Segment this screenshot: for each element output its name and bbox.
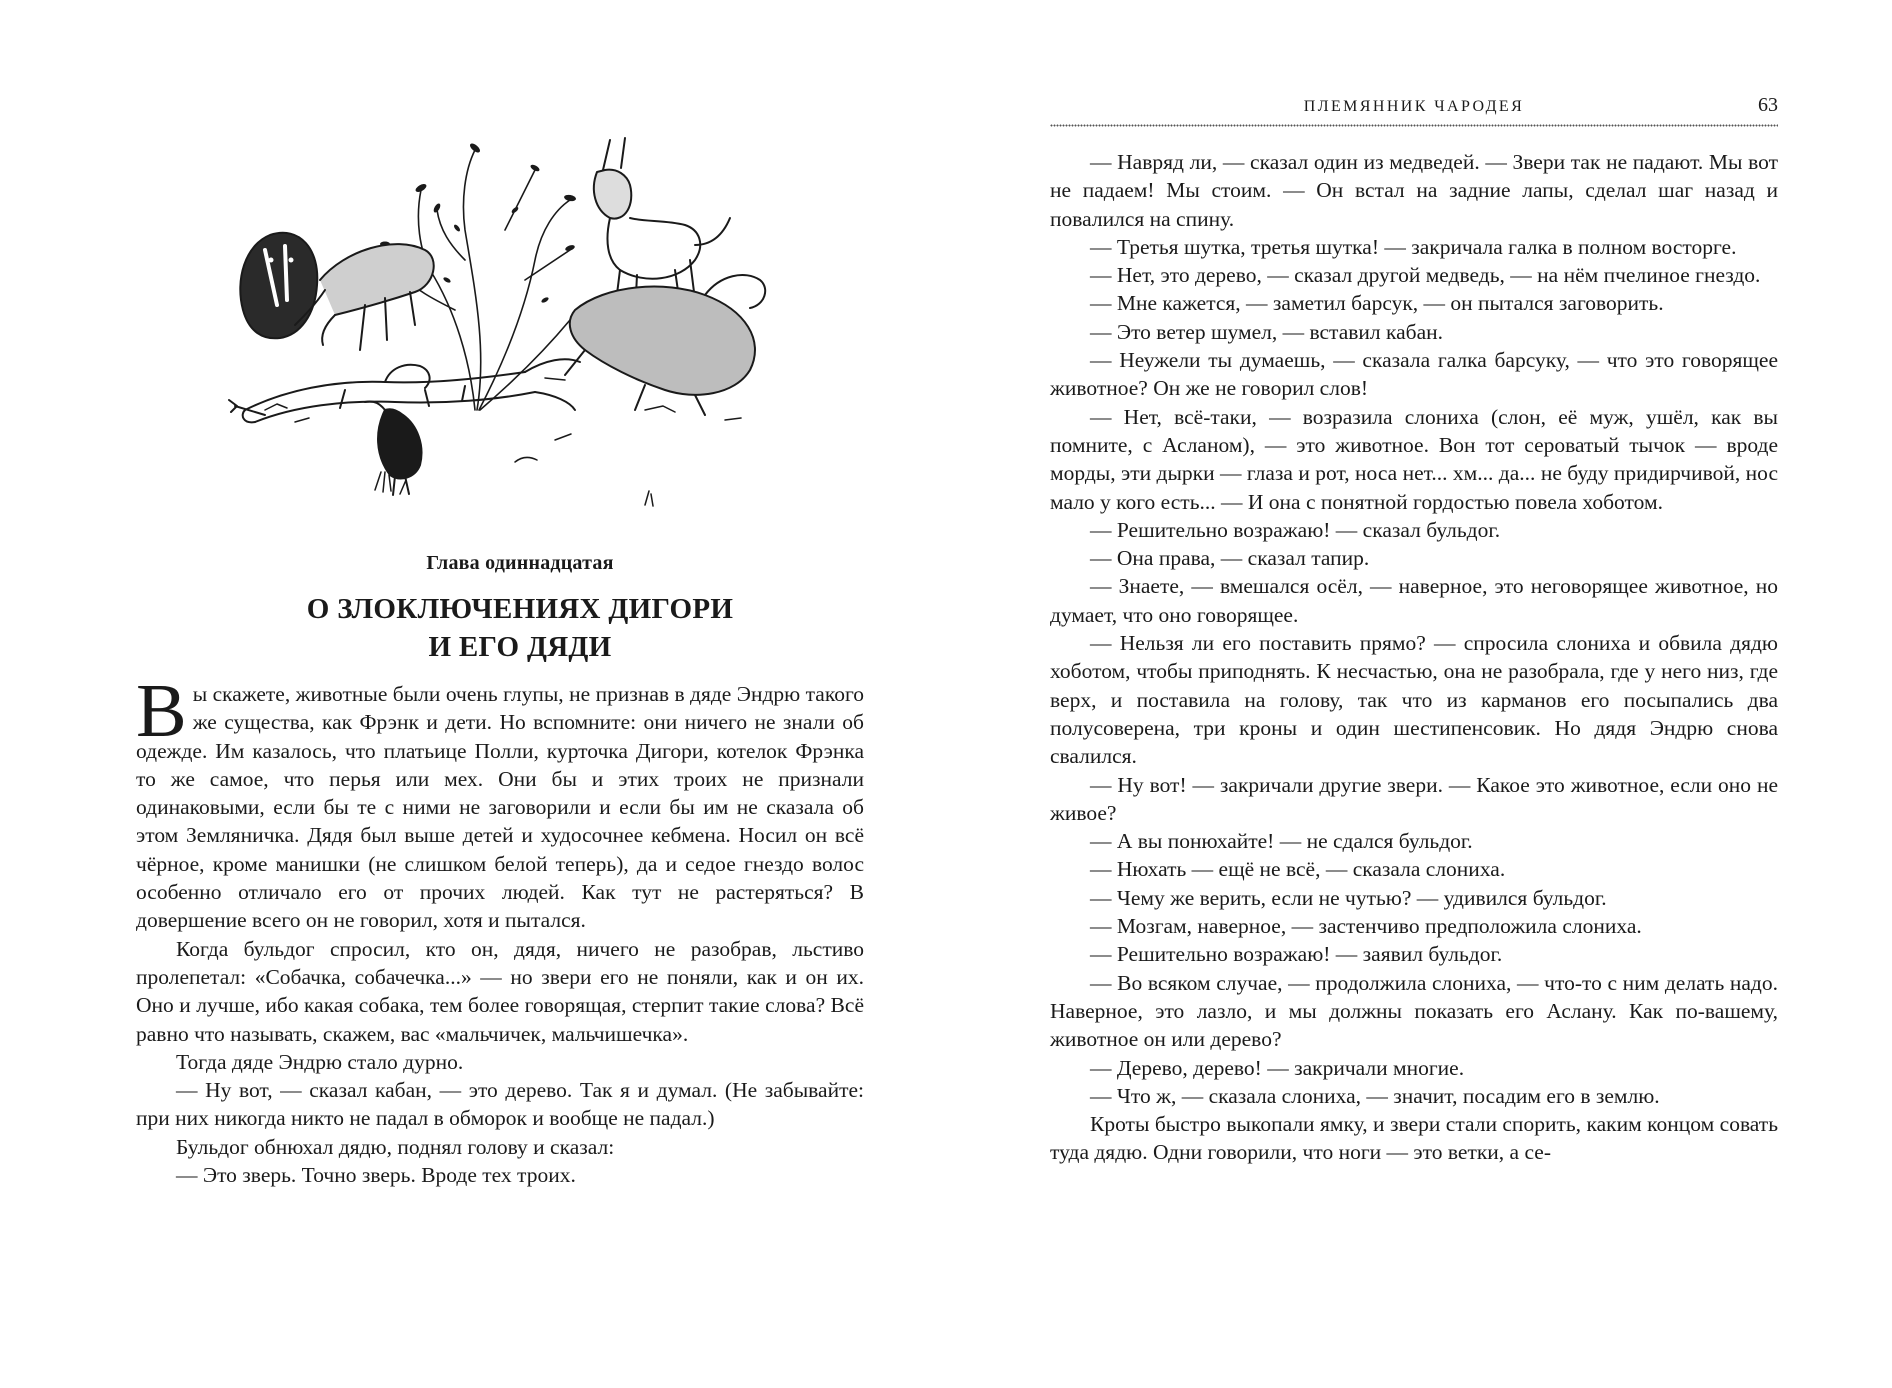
paragraph: — Это зверь. Точно зверь. Вроде тех троих. (176, 1163, 576, 1188)
paragraph: — Нет, это дерево, — сказал другой медведь, — на нём пчелиное гнездо. (1090, 263, 1761, 288)
badger-drawing (240, 233, 317, 339)
paragraph: Бульдог обнюхал дядю, поднял голову и сказал: (176, 1134, 615, 1159)
paragraph: — Нельзя ли его поставить прямо? — спросила слониха и обвила дядю хоботом, чтобы приподнять. К несчастью, она не разобрала, где у него низ, где верх, и поставила на голову, так что из карманов его посыпались два полусоверена, три кроны и один шестипенсовик. Но дядя Эндрю снова свалился. (1050, 631, 1778, 769)
paragraph: — Это ветер шумел, — вставил кабан. (1090, 319, 1444, 344)
paragraph: — Ну вот! — закричали другие звери. — Какое это животное, если оно не живое? (1050, 772, 1778, 825)
bear-drawing (565, 275, 765, 415)
paragraph: Тогда дяде Эндрю стало дурно. (176, 1049, 464, 1074)
paragraph: — Нет, всё-таки, — возразила слониха (слон, её муж, ушёл, как вы помните, с Асланом), — это животное. Вон тот сероватый тычок — вроде морды, эти дырки — глаза и рот, носа нет... хм... да... не буду придирчивой, нос мало у кого есть... — И она с понятной гордостью повела хоботом. (1050, 404, 1778, 514)
left-body-text (136, 669, 864, 1189)
paragraph: — Во всяком случае, — продолжила слониха, — что-то с ним делать надо. Наверное, это лазло, и мы должны показать его Аслану. Как по-вашему, животное он или дерево? (1050, 970, 1778, 1052)
drop-cap: В (136, 669, 187, 753)
running-title: ПЛЕМЯННИК ЧАРОДЕЯ (1303, 98, 1525, 115)
paragraph: — Третья шутка, третья шутка! — закричала галка в полном восторге. (1090, 234, 1737, 259)
chapter-title (225, 590, 815, 666)
chapter-label: Глава одиннадцатая (426, 552, 614, 574)
running-head (1050, 94, 1778, 124)
paragraph: — Дерево, дерево! — закричали многие. (1090, 1055, 1465, 1080)
right-body-text (1050, 148, 1778, 1167)
first-paragraph (136, 669, 864, 935)
paragraph: — А вы понюхайте! — не сдался бульдог. (1090, 829, 1473, 854)
uncle-andrew-drawing (229, 359, 580, 422)
right-page (946, 0, 1892, 1388)
paragraph: Когда бульдог спросил, кто он, дядя, ничего не разобрав, льстиво пролепетал: «Собачка, собачечка...» — но звери его не поняли, как и он их. Оно и лучше, ибо какая собака, тем более говорящая, стерпит такие слова? Всё равно что называть, скажем, вас «мальчичек, мальчишечка». (136, 936, 864, 1046)
running-head-rule (1050, 124, 1778, 130)
chapter-title-line-2: И ЕГО ДЯДИ (428, 631, 612, 663)
paragraph: — Нюхать — ещё не всё, — сказала слониха. (1090, 857, 1506, 882)
paragraph: — Мне кажется, — заметил барсук, — он пытался заговорить. (1090, 291, 1664, 316)
paragraph: — Что ж, — сказала слониха, — значит, посадим его в землю. (1090, 1083, 1660, 1108)
paragraph: — Навряд ли, — сказал один из медведей. — Звери так не падают. Мы вот не падаем! Мы стоим. — Он встал на задние лапы, сделал шаг назад и повалился на спину. (1050, 150, 1778, 231)
paragraph: — Она права, — сказал тапир. (1090, 546, 1370, 571)
paragraph: — Решительно возражаю! — заявил бульдог. (1090, 942, 1503, 967)
jackdaw-drawing (365, 401, 421, 495)
paragraph: — Ну вот, — сказал кабан, — это дерево. Так я и думал. (Не забывайте: при них никогда никто не падал в обморок и вообще не падал.) (136, 1078, 864, 1131)
paragraph: — Чему же верить, если не чутью? — удивился бульдог. (1090, 885, 1607, 910)
paragraph: Кроты быстро выкопали ямку, и звери стали спорить, каким концом совать туда дядю. Одни говорили, что ноги — это ветки, а се- (1050, 1112, 1778, 1165)
paragraph: — Решительно возражаю! — сказал бульдог. (1090, 517, 1501, 542)
chapter-illustration (225, 110, 815, 540)
first-paragraph-text: ы скажете, животные были очень глупы, не признав в дяде Эндрю такого же существа, как Фрэнк и дети. Но вспомните: они ничего не знали об одежде. Им казалось, что платьице Полли, курточка Дигори, котелок Фрэнка то же самое, что перья или мех. Они бы и этих троих не признали одинаковыми, если бы те с ними не заговорили и если бы им не сказала об этом Земляничка. Дядя был выше детей и худосочнее кебмена. Носил он всё чёрное, кроме манишки (не слишком белой теперь), да и седое гнездо волос особенно отличало его от прочих людей. Как тут не растеряться? В довершение всего он не говорил, хотя и пытался. (136, 682, 864, 933)
paragraph: — Неужели ты думаешь, — сказала галка барсуку, — что это говорящее животное? Он же не говорил слов! (1050, 348, 1778, 401)
paragraph: — Знаете, — вмешался осёл, — наверное, это неговорящее животное, но думает, что оно говорящее. (1050, 574, 1778, 627)
chapter-title-line-1: О ЗЛОКЛЮЧЕНИЯХ ДИГОРИ (306, 593, 734, 625)
paragraph: — Мозгам, наверное, — застенчиво предположила слониха. (1090, 914, 1642, 939)
page-number: 63 (1758, 94, 1778, 116)
